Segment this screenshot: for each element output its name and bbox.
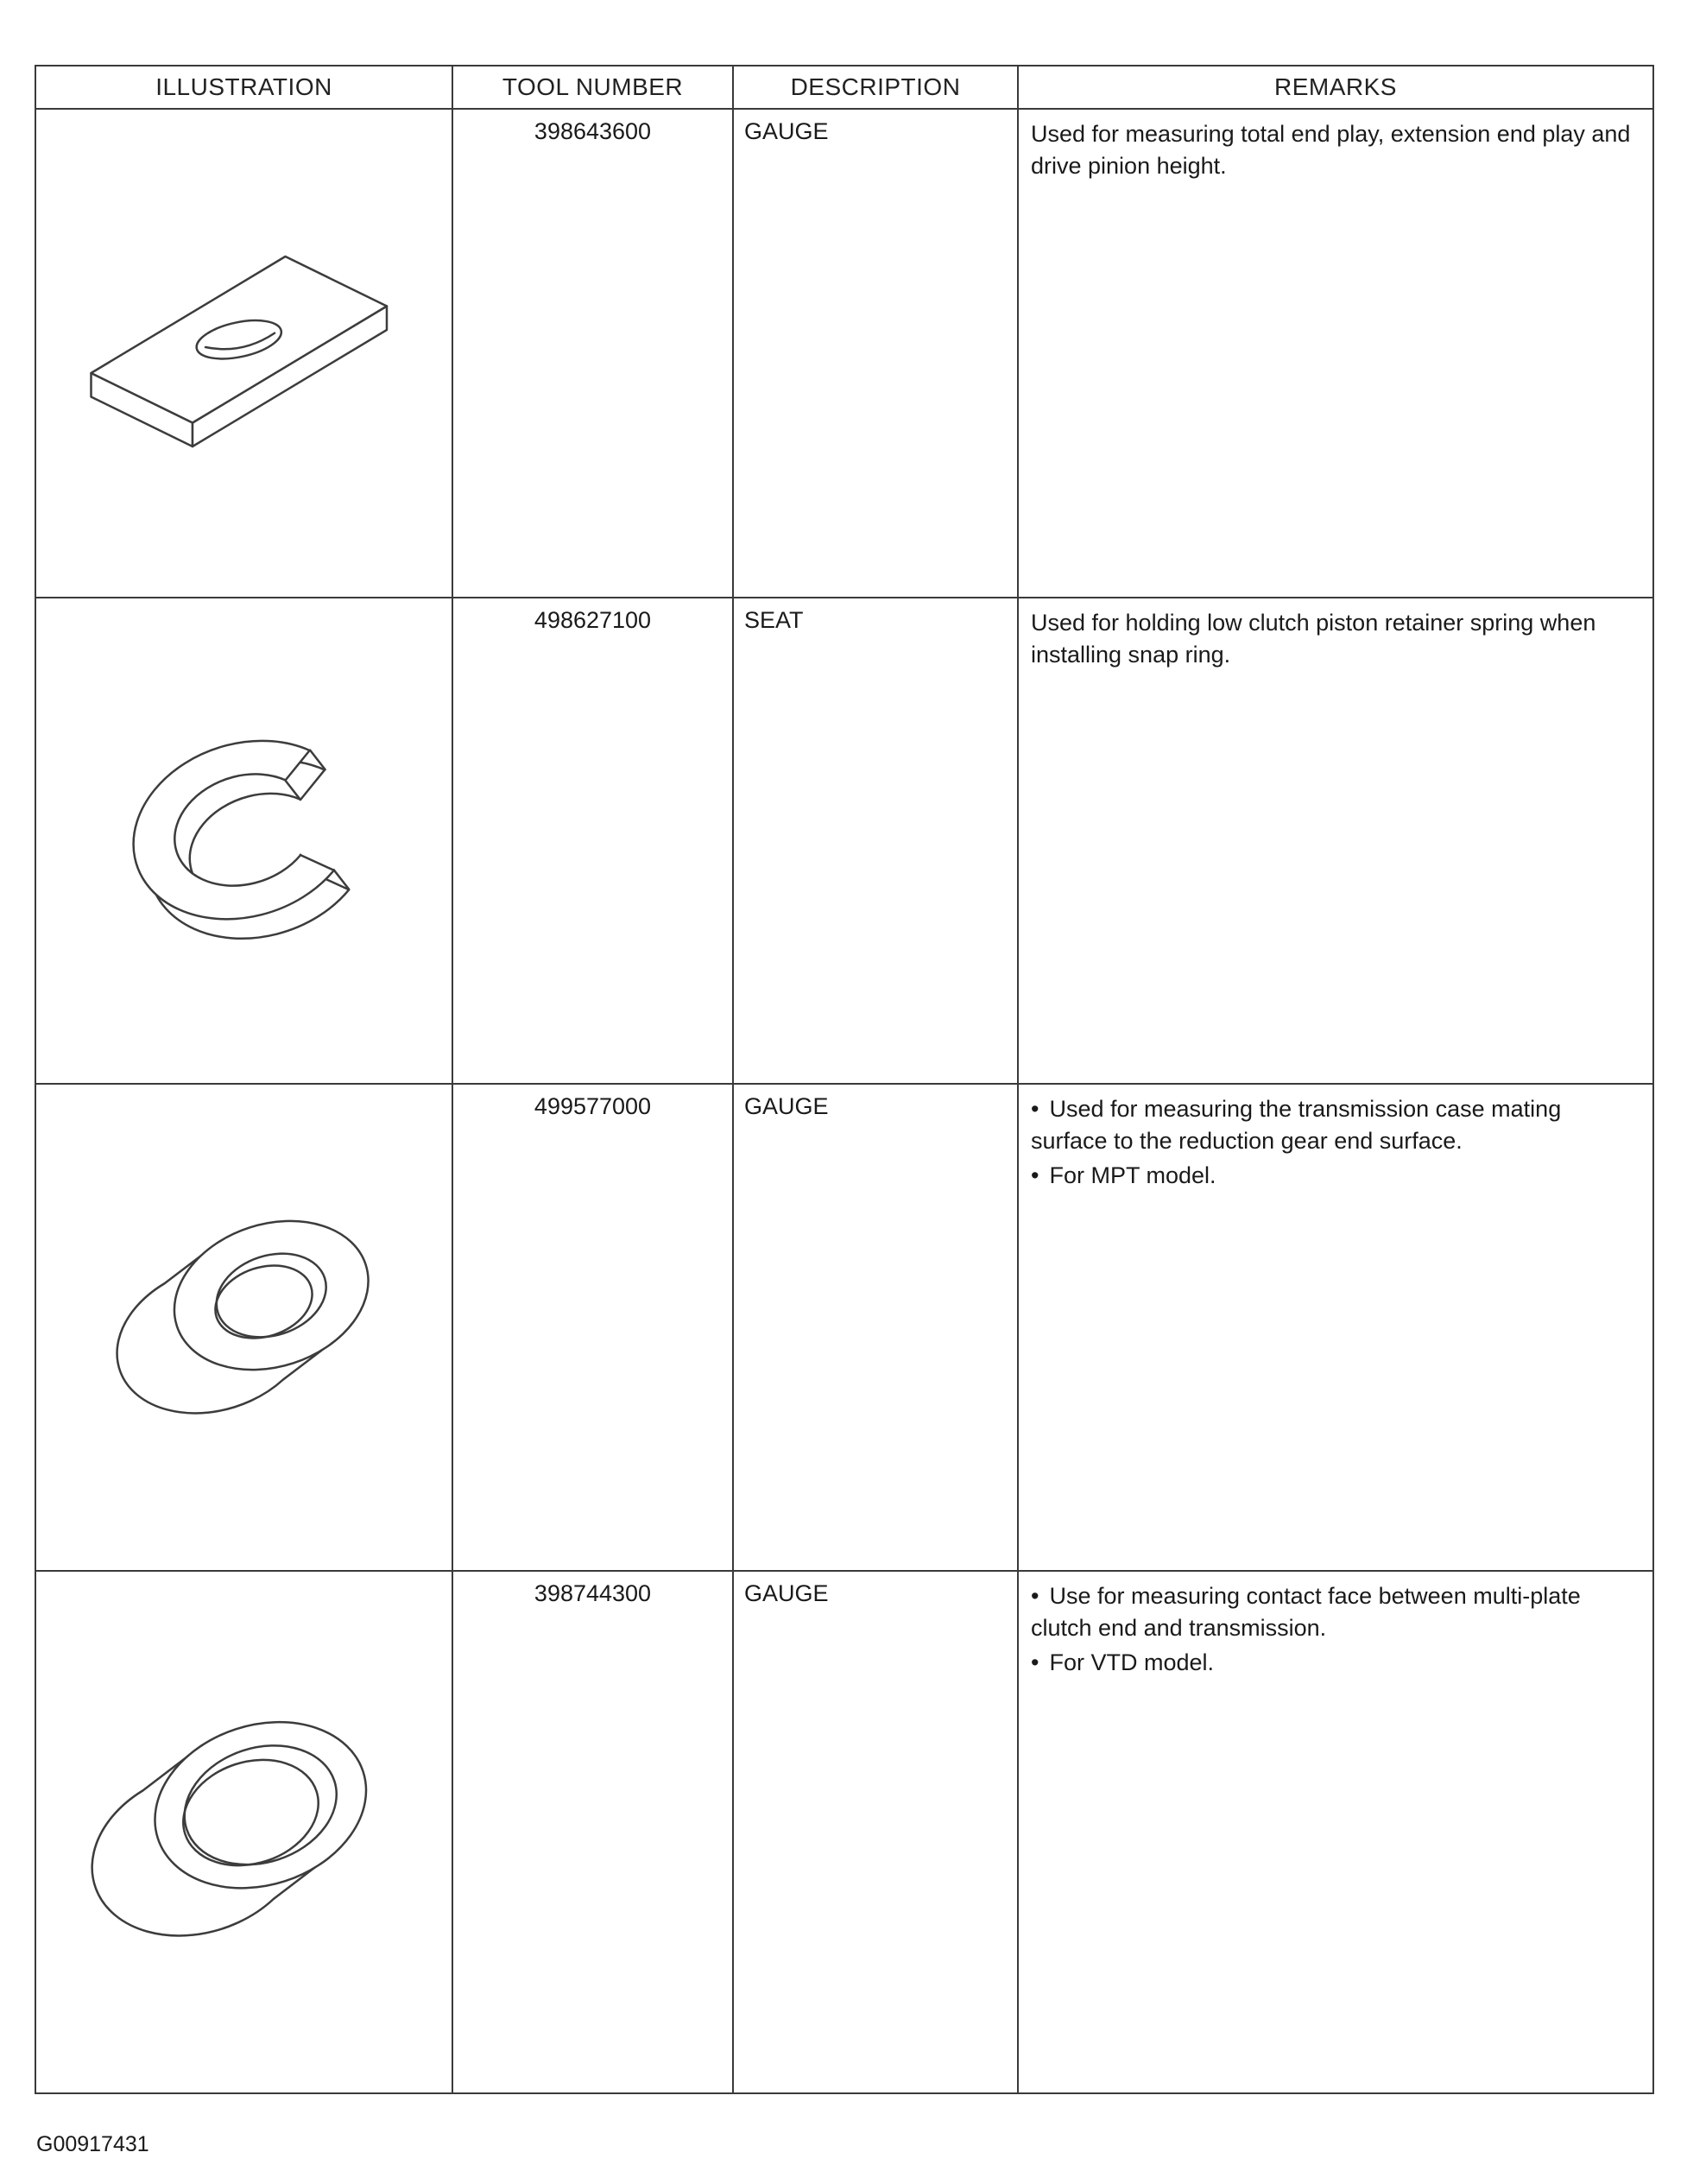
remark-text: • For VTD model.: [1031, 1647, 1640, 1679]
header-illustration: ILLUSTRATION: [36, 66, 453, 110]
tool-number-cell: 398643600: [453, 110, 734, 598]
header-remarks: REMARKS: [1019, 66, 1654, 110]
tool-number-cell: 398744300: [453, 1572, 734, 2094]
remark-text: • For MPT model.: [1031, 1160, 1640, 1192]
remark-text: Used for holding low clutch piston retainer spring when installing snap ring.: [1031, 610, 1596, 668]
figure-code: G00917431: [36, 2132, 149, 2156]
illustration-cell: [36, 1085, 453, 1572]
remarks-cell: [1019, 110, 1654, 598]
clutch-spring-seat-illustration: [72, 695, 417, 986]
remark-text: • Used for measuring the transmission case mating surface to the reduction gear end surface.: [1031, 1093, 1640, 1158]
illustration-cell: [36, 598, 453, 1085]
plate-gauge-illustration: [72, 213, 417, 494]
mpt-gauge-illustration: [72, 1187, 417, 1468]
description-cell: GAUGE: [734, 1572, 1019, 2094]
special-tools-table: [35, 65, 1654, 2094]
illustration-cell: [36, 110, 453, 598]
remark-text: • Use for measuring contact face between multi-plate clutch end and transmission.: [1031, 1580, 1640, 1645]
tool-number-cell: 498627100: [453, 598, 734, 1085]
description-cell: GAUGE: [734, 110, 1019, 598]
illustration-cell: [36, 1572, 453, 2094]
description-cell: GAUGE: [734, 1085, 1019, 1572]
tool-number-cell: 499577000: [453, 1085, 734, 1572]
vtd-gauge-illustration: [72, 1692, 417, 1972]
remarks-cell: [1019, 598, 1654, 1085]
header-tool-number: TOOL NUMBER: [453, 66, 734, 110]
remark-text: Used for measuring total end play, extension end play and drive pinion height.: [1031, 121, 1631, 180]
remarks-cell: [1019, 1572, 1654, 2094]
header-description: DESCRIPTION: [734, 66, 1019, 110]
remarks-cell: [1019, 1085, 1654, 1572]
description-cell: SEAT: [734, 598, 1019, 1085]
